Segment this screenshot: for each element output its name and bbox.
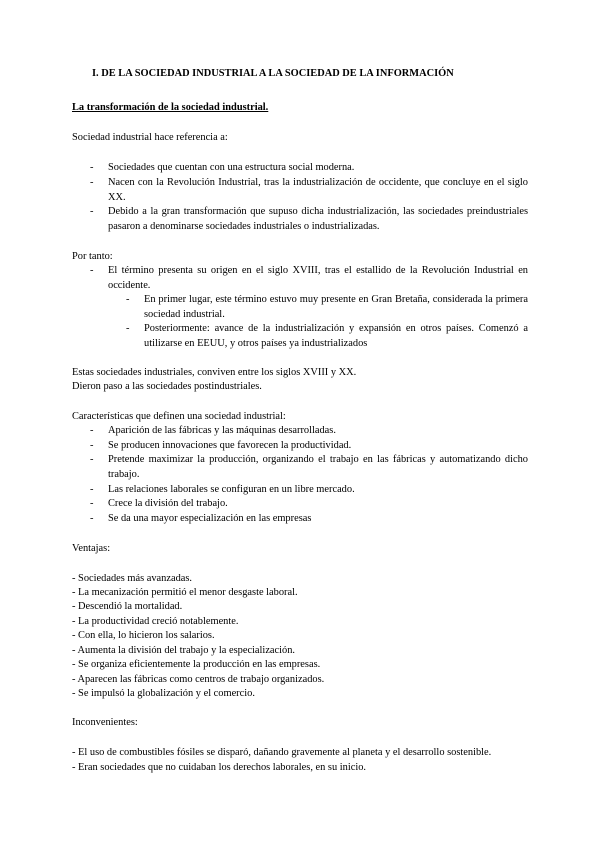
list-item-text: Se producen innovaciones que favorecen la productividad. bbox=[108, 440, 352, 451]
ventaja-item: - Aparecen las fábricas como centros de trabajo organizados. bbox=[72, 674, 325, 685]
bullet-marker: - bbox=[90, 162, 94, 173]
list-item bbox=[90, 264, 528, 293]
list-item bbox=[90, 161, 528, 176]
bullet-marker: - bbox=[90, 177, 94, 188]
list-item bbox=[90, 512, 528, 527]
intro-paragraph: Sociedad industrial hace referencia a: bbox=[72, 132, 228, 143]
list-item-text: Se da una mayor especialización en las empresas bbox=[108, 513, 312, 524]
ventaja-item: - Se impulsó la globalización y el comercio. bbox=[72, 688, 255, 699]
list-item bbox=[90, 453, 528, 482]
ventaja-item: - La productividad creció notablemente. bbox=[72, 616, 239, 627]
list-item-text: El término presenta su origen en el siglo XVIII, tras el estallido de la Revolución Industrial en occidente. bbox=[108, 265, 528, 291]
list-item-text: Debido a la gran transformación que supuso dicha industrialización, las sociedades preindustriales pasaron a denominarse sociedades industriales o industrializadas. bbox=[108, 206, 528, 232]
bullet-marker: - bbox=[126, 294, 130, 305]
bullet-marker: - bbox=[126, 323, 130, 334]
main-heading: I. DE LA SOCIEDAD INDUSTRIAL A LA SOCIEDAD DE LA INFORMACIÓN bbox=[92, 68, 454, 79]
list-item-text: Nacen con la Revolución Industrial, tras la industrialización de occidente, que concluye en el siglo XX. bbox=[108, 177, 528, 203]
list-item bbox=[90, 483, 528, 498]
inconveniente-item: - Eran sociedades que no cuidaban los derechos laborales, en su inicio. bbox=[72, 762, 367, 773]
list-item bbox=[90, 424, 528, 439]
paragraph: Estas sociedades industriales, conviven entre los siglos XVIII y XX. bbox=[72, 367, 357, 378]
bullet-marker: - bbox=[90, 440, 94, 451]
por-tanto-label: Por tanto: bbox=[72, 251, 113, 262]
bullet-marker: - bbox=[90, 454, 94, 465]
list-item-text: Crece la división del trabajo. bbox=[108, 498, 228, 509]
list-item-text: Las relaciones laborales se configuran en un libre mercado. bbox=[108, 484, 355, 495]
list-item-text: Pretende maximizar la producción, organizando el trabajo en las fábricas y automatizando dicho trabajo. bbox=[108, 454, 528, 480]
ventaja-item: - Aumenta la división del trabajo y la especialización. bbox=[72, 645, 296, 656]
paragraph: Dieron paso a las sociedades postindustriales. bbox=[72, 381, 262, 392]
list-item-text: Posteriormente: avance de la industrialización y expansión en otros países. Comenzó a utilizarse en EEUU, y otros países ya industrializados bbox=[144, 323, 528, 349]
ventaja-item: - Se organiza eficientemente la producción en las empresas. bbox=[72, 659, 321, 670]
inconveniente-item: - El uso de combustibles fósiles se disparó, dañando gravemente al planeta y el desarrollo sostenible. bbox=[72, 747, 492, 758]
ventaja-item: - Sociedades más avanzadas. bbox=[72, 573, 193, 584]
list-item-text: En primer lugar, este término estuvo muy presente en Gran Bretaña, considerada la primera sociedad industrial. bbox=[144, 294, 528, 320]
list-item bbox=[90, 176, 528, 205]
inconvenientes-title: Inconvenientes: bbox=[72, 717, 138, 728]
caracteristicas-title: Características que definen una sociedad industrial: bbox=[72, 411, 286, 422]
bullet-marker: - bbox=[90, 206, 94, 217]
bullet-marker: - bbox=[90, 484, 94, 495]
bullet-marker: - bbox=[90, 425, 94, 436]
list-item-text: Sociedades que cuentan con una estructura social moderna. bbox=[108, 162, 355, 173]
list-item bbox=[90, 205, 528, 234]
ventaja-item: - La mecanización permitió el menor desgaste laboral. bbox=[72, 587, 298, 598]
list-item bbox=[90, 497, 528, 512]
ventaja-item: - Descendió la mortalidad. bbox=[72, 601, 183, 612]
bullet-marker: - bbox=[90, 498, 94, 509]
section-subtitle: La transformación de la sociedad industrial. bbox=[72, 102, 269, 113]
list-item-text: Aparición de las fábricas y las máquinas desarrolladas. bbox=[108, 425, 336, 436]
bullet-marker: - bbox=[90, 513, 94, 524]
sub-list-item bbox=[126, 293, 528, 322]
ventajas-title: Ventajas: bbox=[72, 543, 111, 554]
ventaja-item: - Con ella, lo hicieron los salarios. bbox=[72, 630, 215, 641]
list-item bbox=[90, 439, 528, 454]
sub-list-item bbox=[126, 322, 528, 351]
bullet-marker: - bbox=[90, 265, 94, 276]
